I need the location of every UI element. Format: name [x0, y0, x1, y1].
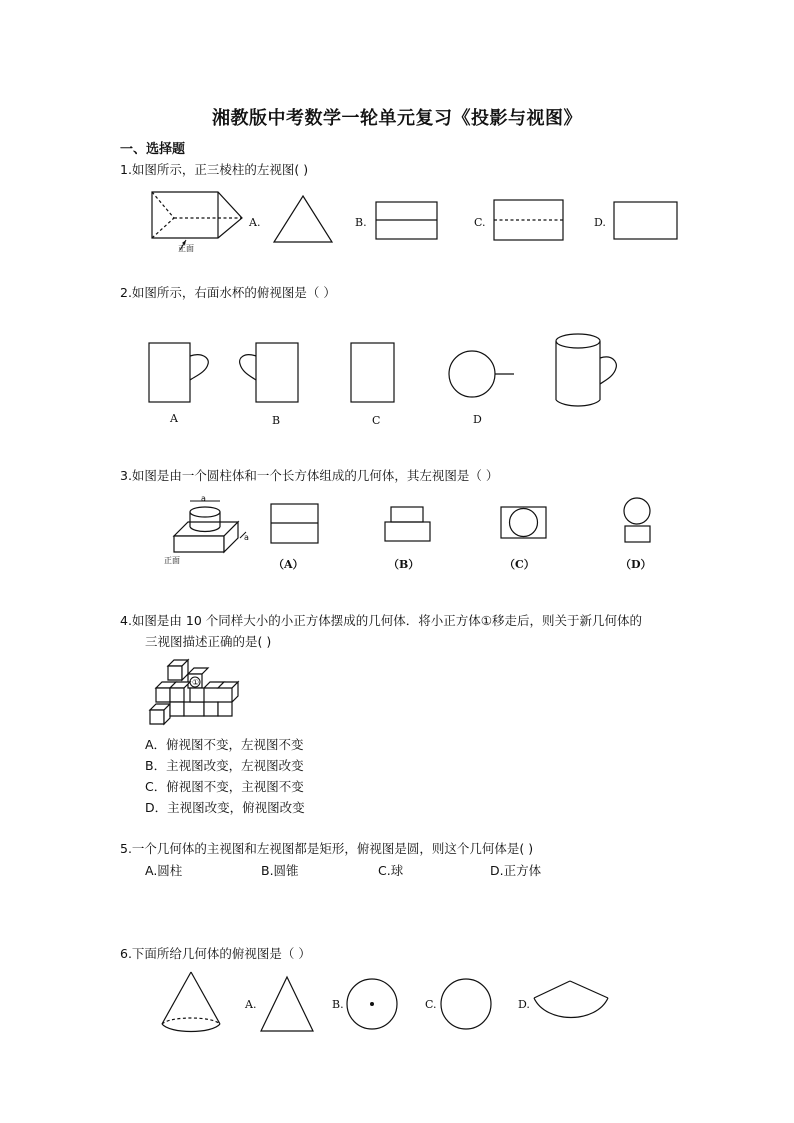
section-heading: 一、选择题	[120, 142, 186, 157]
q2-cup-figure	[554, 332, 622, 412]
q6-option-b-circle-dot	[346, 978, 398, 1030]
q1-option-b-rect	[375, 201, 439, 241]
q2-option-b-cup-side	[238, 342, 304, 404]
q3-option-d-label: （D）	[620, 558, 652, 571]
q1-option-c-label: C.	[474, 216, 486, 229]
q2-option-b-label: B	[272, 414, 281, 427]
question-2-text: 2.如图所示，右面水杯的俯视图是（ ）	[120, 285, 336, 300]
q3-option-c-shape	[500, 506, 548, 540]
q2-option-c-rect	[350, 342, 396, 404]
q6-option-a-label: A.	[245, 998, 257, 1011]
page-title: 湘教版中考数学一轮单元复习《投影与视图》	[212, 108, 582, 129]
q4-choice-b: B．主视图改变，左视图改变	[145, 758, 304, 773]
q5-choice-c: C.球	[378, 863, 404, 878]
q1-option-a-label: A.	[249, 216, 261, 229]
q4-choice-c: C．俯视图不变，主视图不变	[145, 779, 304, 794]
q3-dim-a-side: a	[244, 533, 249, 542]
q1-option-c-rect	[493, 199, 565, 243]
question-4-line-2: 三视图描述正确的是( )	[145, 634, 272, 649]
q2-option-d-label: D	[473, 413, 482, 426]
q4-cubes-figure	[150, 658, 242, 730]
question-3-text: 3.如图是由一个圆柱体和一个长方体组成的几何体，其左视图是（ ）	[120, 468, 499, 483]
q6-option-b-label: B.	[332, 998, 344, 1011]
question-1-text: 1.如图所示，正三棱柱的左视图( )	[120, 162, 309, 177]
q5-choice-a: A.圆柱	[145, 863, 183, 878]
q6-cone-figure	[160, 970, 222, 1036]
q2-option-a-label: A	[170, 412, 178, 425]
q6-option-a-triangle	[259, 975, 315, 1033]
q2-option-d-circle	[448, 346, 516, 402]
q4-choice-a: A．俯视图不变，左视图不变	[145, 737, 304, 752]
q3-option-d-shape	[620, 497, 656, 545]
q3-option-a-shape	[270, 503, 320, 545]
q4-choice-d: D．主视图改变，俯视图改变	[145, 800, 305, 815]
q5-choice-d: D.正方体	[490, 863, 542, 878]
q3-option-a-label: （A）	[273, 558, 304, 571]
q1-front-label: 正面	[178, 244, 194, 253]
question-6-text: 6.下面所给几何体的俯视图是（ ）	[120, 946, 311, 961]
q1-option-d-rect	[613, 201, 679, 241]
q6-option-d-sector	[532, 980, 610, 1028]
q6-option-c-label: C.	[425, 998, 437, 1011]
q6-option-d-label: D.	[518, 998, 530, 1011]
q1-option-d-label: D.	[594, 216, 606, 229]
q2-option-a-cup-side	[148, 342, 214, 404]
q4-cube-marker: ①	[192, 678, 200, 687]
question-4-line-1: 4.如图是由 10 个同样大小的小正方体摆成的几何体．将小正方体①移走后，则关于新几何体的	[120, 613, 642, 628]
q1-option-b-label: B.	[355, 216, 367, 229]
question-5-text: 5.一个几何体的主视图和左视图都是矩形，俯视图是圆，则这个几何体是( )	[120, 841, 534, 856]
q3-option-c-label: （C）	[504, 558, 535, 571]
q1-prism-figure	[150, 186, 245, 258]
q3-front-label: 正面	[164, 556, 180, 565]
q3-option-b-label: （B）	[388, 558, 420, 571]
q2-option-c-label: C	[372, 414, 381, 427]
q3-dim-a-top: a	[201, 494, 206, 503]
q3-option-b-shape	[384, 506, 432, 542]
q1-option-a-triangle	[272, 194, 334, 244]
q6-option-c-circle	[440, 978, 492, 1030]
q5-choice-b: B.圆锥	[261, 863, 299, 878]
